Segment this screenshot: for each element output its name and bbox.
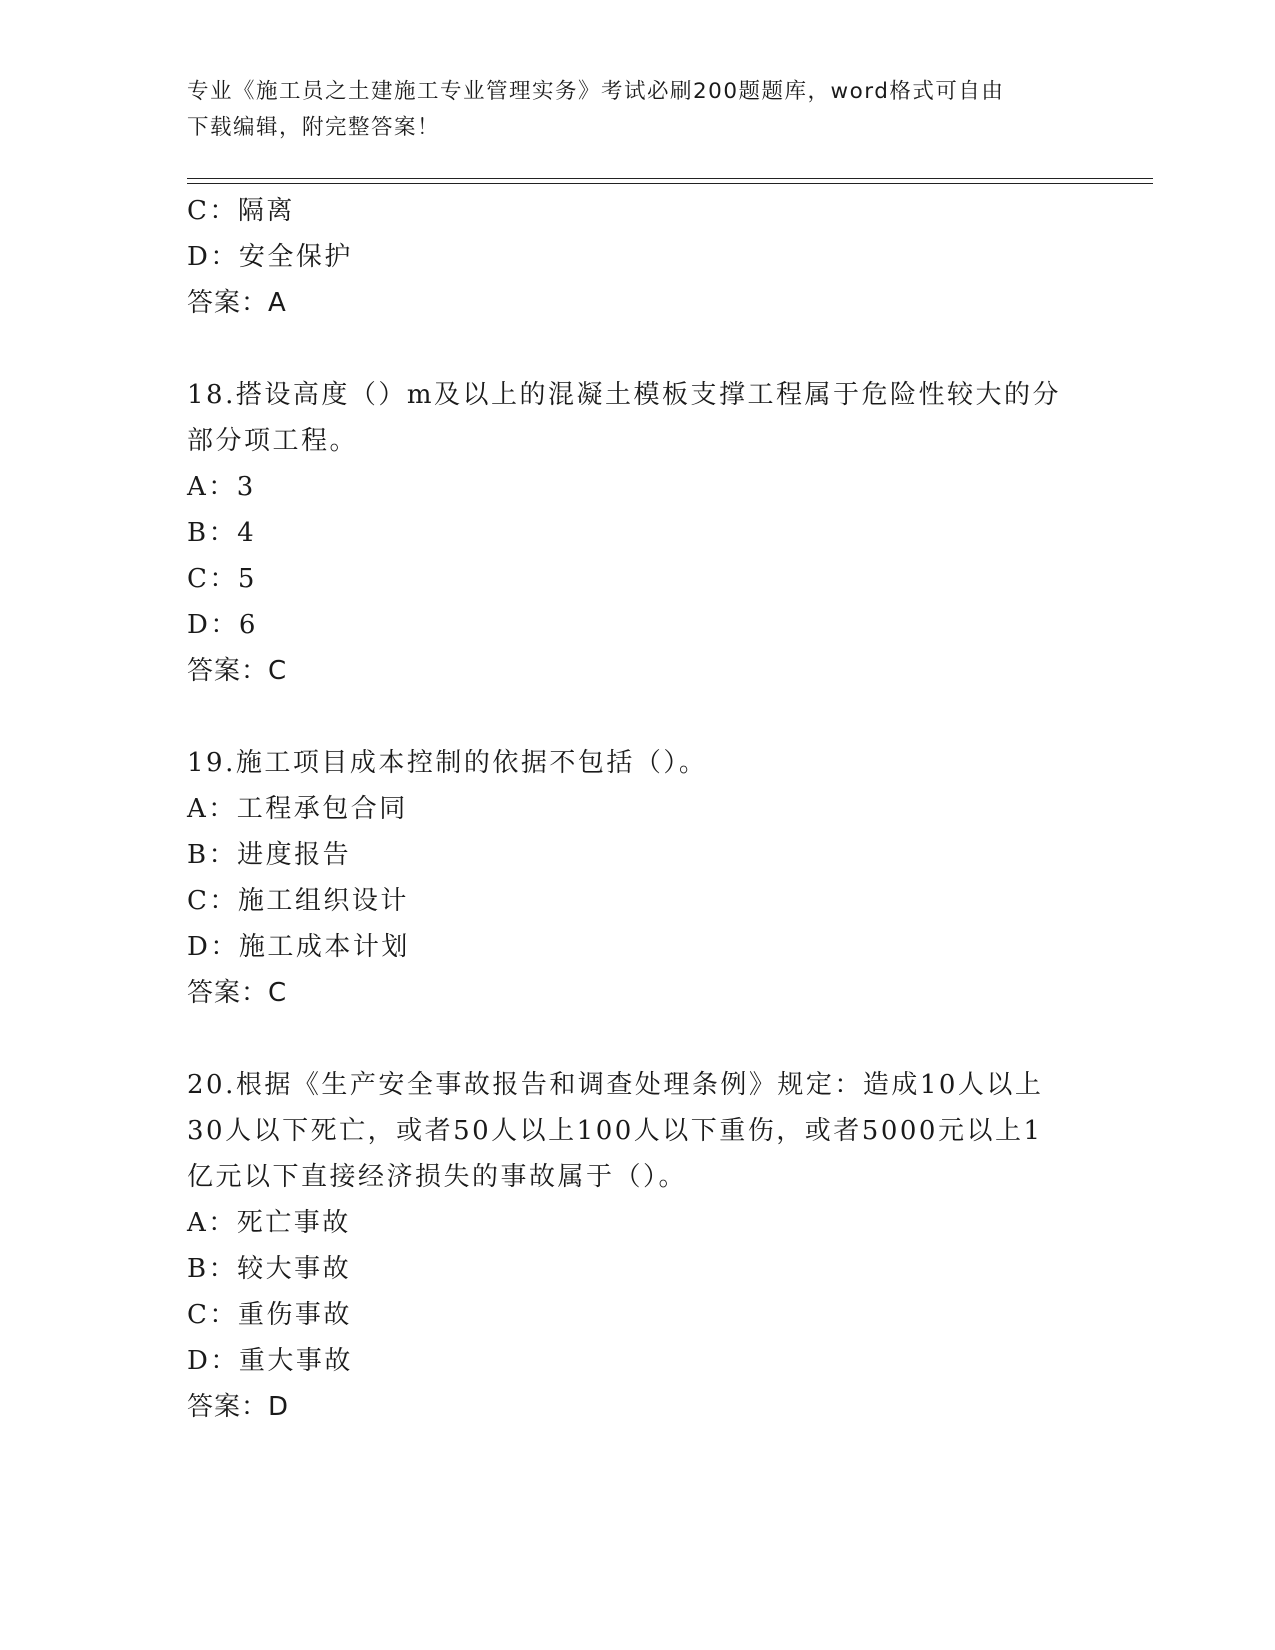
- option-c: C：隔离: [187, 196, 295, 226]
- option-c: C：施工组织设计: [187, 886, 409, 916]
- question-text-line: 亿元以下直接经济损失的事故属于（）。: [187, 1162, 688, 1192]
- question-19: [187, 740, 1067, 1016]
- header-line-2: 下载编辑，附完整答案！: [187, 115, 441, 140]
- option-b: B：进度报告: [187, 840, 352, 870]
- answer-line: 答案：C: [187, 978, 288, 1008]
- option-a: A：3: [187, 472, 256, 502]
- spacer: [187, 694, 1067, 740]
- header-line-1: 专业《施工员之土建施工专业管理实务》考试必刷200题题库，word格式可自由: [187, 79, 1005, 104]
- answer-line: 答案：C: [187, 656, 288, 686]
- question-18: [187, 372, 1067, 694]
- question-text-line: 20.根据《生产安全事故报告和调查处理条例》规定：造成10人以上: [187, 1070, 1044, 1100]
- question-20: [187, 1062, 1067, 1430]
- spacer: [187, 1016, 1067, 1062]
- header-rule-top: [187, 178, 1153, 179]
- option-a: A：工程承包合同: [187, 794, 408, 824]
- header-rule-bottom: [187, 183, 1153, 184]
- question-text-line: 18.搭设高度（）m及以上的混凝土模板支撑工程属于危险性较大的分: [187, 380, 1062, 410]
- prev-question-tail: [187, 188, 1067, 326]
- spacer: [187, 326, 1067, 372]
- option-d: D：安全保护: [187, 242, 353, 272]
- option-d: D：重大事故: [187, 1346, 353, 1376]
- option-a: A：死亡事故: [187, 1208, 351, 1238]
- answer-line: 答案：D: [187, 1392, 290, 1422]
- document-body: [187, 188, 1067, 1430]
- answer-line: 答案：A: [187, 288, 287, 318]
- option-b: B：4: [187, 518, 257, 548]
- option-b: B：较大事故: [187, 1254, 352, 1284]
- option-d: D：6: [187, 610, 258, 640]
- question-text-line: 19.施工项目成本控制的依据不包括（）。: [187, 748, 708, 778]
- question-text-line: 30人以下死亡，或者50人以上100人以下重伤，或者5000元以上1: [187, 1116, 1043, 1146]
- question-text-line: 部分项工程。: [187, 426, 359, 456]
- option-d: D：施工成本计划: [187, 932, 410, 962]
- option-c: C：重伤事故: [187, 1300, 352, 1330]
- option-c: C：5: [187, 564, 257, 594]
- document-header: [187, 74, 1067, 146]
